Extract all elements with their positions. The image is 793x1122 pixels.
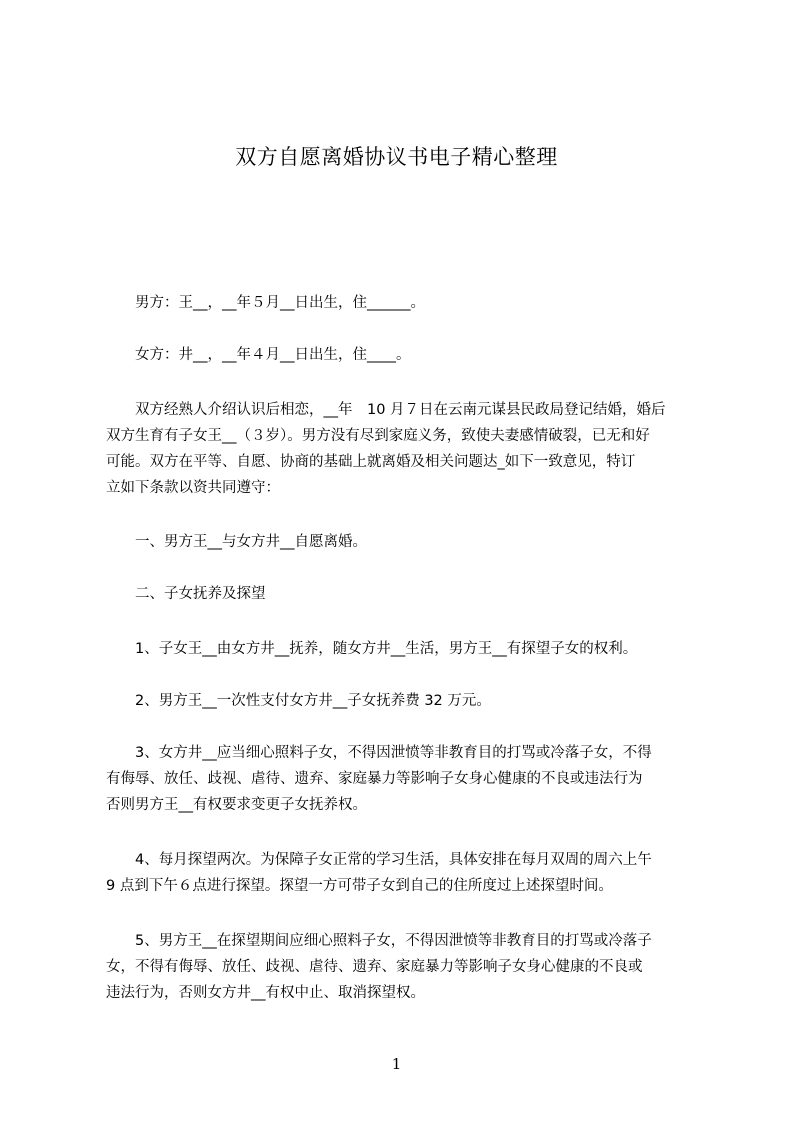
paragraph-background [106, 397, 688, 501]
paragraph-line: 3、女方井__应当细心照料子女，不得因泄愤等非教育目的打骂或冷落子女，不得 [106, 745, 652, 761]
paragraph-line: 女，不得有侮辱、放任、歧视、虐待、遗弃、家庭暴力等影响子女身心健康的不良或 [106, 959, 643, 975]
clause-2-3 [106, 740, 688, 818]
paragraph-line: 立如下条款以资共同遵守： [106, 480, 280, 496]
paragraph-line: 2、男方王__一次性支付女方井__子女抚养费 32 万元。 [106, 693, 491, 709]
clause-2-5 [106, 928, 688, 1006]
paragraph-line: 4、每月探望两次。为保障子女正常的学习生活，具体安排在每月双周的周六上午 [106, 852, 652, 868]
paragraph-line: 双方生育有子女王__（３岁）。男方没有尽到家庭义务，致使夫妻感情破裂，已无和好 [106, 428, 650, 444]
paragraph-line: 女方：井__，__年４月__日出生，住____。 [106, 347, 411, 363]
clause-2-4 [106, 847, 688, 899]
paragraph-line: 1、子女王__由女方井__抚养，随女方井__生活，男方王__有探望子女的权利。 [106, 641, 638, 657]
clause-two-heading [106, 581, 688, 607]
paragraph-line: 否则男方王__有权要求变更子女抚养权。 [106, 797, 367, 813]
document-title: 双方自愿离婚协议书电子精心整理 [235, 145, 558, 169]
paragraph-line: 双方经熟人介绍认识后相恋，__年 10 月７日在云南元谋县民政局登记结婚，婚后 [106, 402, 666, 418]
paragraph-line: 有侮辱、放任、歧视、虐待、遗弃、家庭暴力等影响子女身心健康的不良或违法行为 [106, 771, 643, 787]
paragraph-male-party [106, 290, 688, 316]
clause-one [106, 529, 688, 555]
clause-2-1 [106, 636, 688, 662]
paragraph-line: 男方：王__，__年５月__日出生，住______。 [106, 295, 425, 311]
clause-2-2 [106, 688, 688, 714]
page-number: 1 [391, 1055, 402, 1073]
paragraph-line: 9 点到下午６点进行探望。探望一方可带子女到自己的住所度过上述探望时间。 [106, 878, 613, 894]
paragraph-line: 二、子女抚养及探望 [106, 586, 266, 602]
paragraph-line: 可能。双方在平等、自愿、协商的基础上就离婚及相关问题达_如下一致意见，特订 [106, 454, 636, 470]
paragraph-female-party [106, 342, 688, 368]
paragraph-line: 一、男方王__与女方井__自愿离婚。 [106, 534, 367, 550]
paragraph-line: 5、男方王__在探望期间应细心照料子女，不得因泄愤等非教育目的打骂或冷落子 [106, 933, 652, 949]
paragraph-line: 违法行为，否则女方井__有权中止、取消探望权。 [106, 985, 425, 1001]
